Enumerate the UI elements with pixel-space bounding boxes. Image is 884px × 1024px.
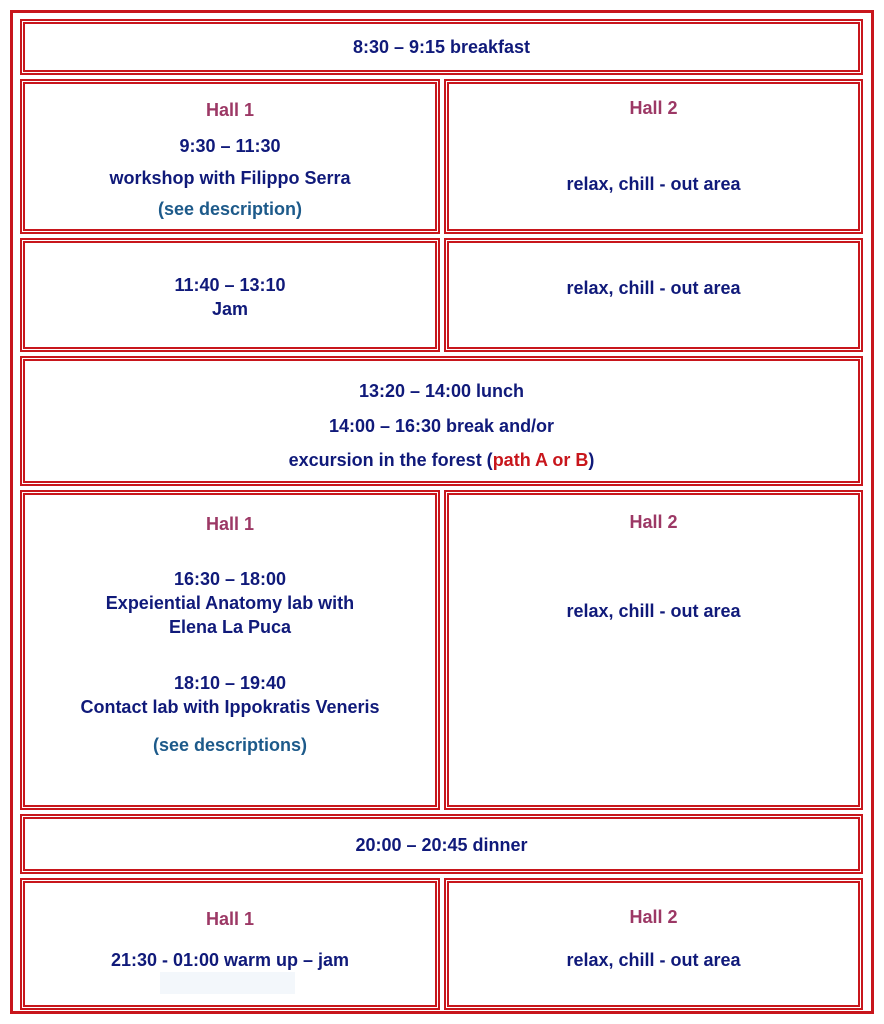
excursion-path[interactable]: path A or B — [492, 450, 589, 470]
excursion-text — [25, 450, 858, 471]
lab2-time: 18:10 – 19:40 — [173, 673, 287, 693]
jam-event: Jam — [211, 299, 249, 319]
night-hall1-event: 21:30 - 01:00 warm up – jam — [110, 950, 350, 970]
jam-hall1-cell — [20, 238, 440, 352]
hall1-title: Hall 1 — [205, 514, 255, 534]
morning-hall2-event: relax, chill - out area — [566, 174, 741, 194]
hall1-title: Hall 1 — [205, 909, 255, 929]
afternoon-hall1-cell — [20, 490, 440, 810]
break-text: 14:00 – 16:30 break and/or — [328, 416, 555, 436]
breakfast-text: 8:30 – 9:15 breakfast — [352, 37, 531, 57]
midday-row — [20, 356, 863, 486]
lab2-event: Contact lab with Ippokratis Veneris — [80, 697, 380, 717]
afternoon-hall2-cell — [444, 490, 863, 810]
excursion-suffix: ) — [588, 450, 595, 470]
lab1-event-line1: Expeiential Anatomy lab with — [105, 593, 355, 613]
see-descriptions-link[interactable]: (see descriptions) — [152, 735, 308, 755]
night-hall2-event: relax, chill - out area — [566, 950, 741, 970]
see-description-link[interactable]: (see description) — [157, 199, 303, 219]
morning-hall1-time: 9:30 – 11:30 — [179, 136, 281, 156]
excursion-prefix: excursion in the forest ( — [288, 450, 493, 470]
dinner-text: 20:00 – 20:45 dinner — [355, 835, 528, 855]
afternoon-hall2-event: relax, chill - out area — [566, 601, 741, 621]
lunch-text: 13:20 – 14:00 lunch — [358, 381, 525, 401]
night-hall2-cell — [444, 878, 863, 1010]
jam-hall2-cell — [444, 238, 863, 352]
faint-highlight — [160, 972, 295, 994]
hall2-title: Hall 2 — [629, 907, 678, 927]
morning-hall1-event: workshop with Filippo Serra — [109, 168, 351, 188]
morning-hall2-cell — [444, 79, 863, 234]
lab1-time: 16:30 – 18:00 — [173, 569, 287, 589]
breakfast-row — [20, 19, 863, 75]
lab1-event-line2: Elena La Puca — [168, 617, 292, 637]
jam-hall2-event: relax, chill - out area — [566, 278, 741, 298]
hall1-title: Hall 1 — [205, 100, 255, 120]
hall2-title: Hall 2 — [629, 98, 678, 118]
hall2-title: Hall 2 — [629, 512, 678, 532]
dinner-row — [20, 814, 863, 874]
jam-time: 11:40 – 13:10 — [174, 275, 286, 295]
morning-hall1-cell — [20, 79, 440, 234]
